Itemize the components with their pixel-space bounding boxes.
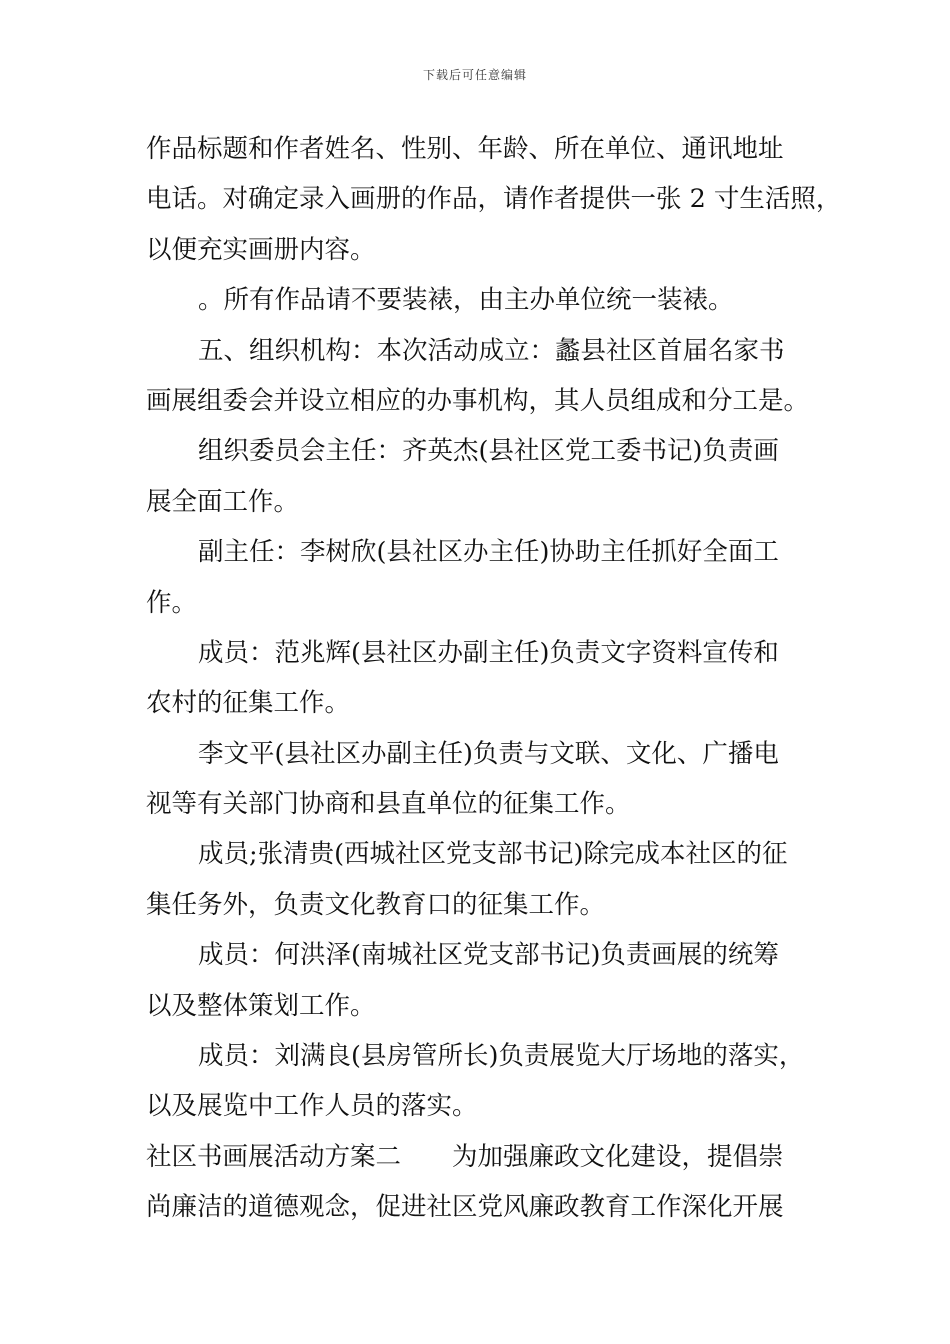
text-line: 以及展览中工作人员的落实。 (146, 1091, 478, 1122)
text-line: 成员;张清贵(西城社区党支部书记)除完成本社区的征 (198, 839, 788, 870)
document-body (146, 124, 842, 1233)
text-line: 组织委员会主任：齐英杰(县社区党工委书记)负责画 (198, 436, 779, 467)
text-line: 集任务外，负责文化教育口的征集工作。 (146, 889, 606, 920)
text-line: 电话。对确定录入画册的作品，请作者提供一张 2 寸生活照， (146, 184, 842, 215)
text-line: 画展组委会并设立相应的办事机构，其人员组成和分工是。 (146, 385, 810, 416)
text-line: 成员：范兆辉(县社区办副主任)负责文字资料宣传和 (198, 637, 779, 668)
text-line: 以及整体策划工作。 (146, 990, 376, 1021)
text-line: 作品标题和作者姓名、性别、年龄、所在单位、通讯地址 (146, 134, 784, 164)
text-line: 尚廉洁的道德观念，促进社区党风廉政教育工作深化开展 (146, 1192, 784, 1223)
text-line: 副主任：李树欣(县社区办主任)协助主任抓好全面工 (198, 537, 779, 568)
text-line: 。所有作品请不要装裱，由主办单位统一装裱。 (198, 285, 734, 316)
text-line: 展全面工作。 (146, 486, 300, 517)
text-line: 五、组织机构：本次活动成立：蠡县社区首届名家书 (198, 335, 785, 366)
text-line: 作。 (146, 587, 198, 618)
text-line: 成员：刘满良(县房管所长)负责展览大厅场地的落实， (198, 1041, 805, 1072)
header-note: 下载后可任意编辑 (422, 68, 527, 82)
text-line: 社区书画展活动方案二 为加强廉政文化建设，提倡崇 (146, 1141, 784, 1172)
text-line: 农村的征集工作。 (146, 688, 351, 719)
text-line: 李文平(县社区办副主任)负责与文联、文化、广播电 (198, 738, 779, 769)
text-line: 以便充实画册内容。 (146, 234, 376, 265)
text-line: 成员：何洪泽(南城社区党支部书记)负责画展的统筹 (198, 940, 779, 971)
text-line: 视等有关部门协商和县直单位的征集工作。 (146, 789, 631, 820)
